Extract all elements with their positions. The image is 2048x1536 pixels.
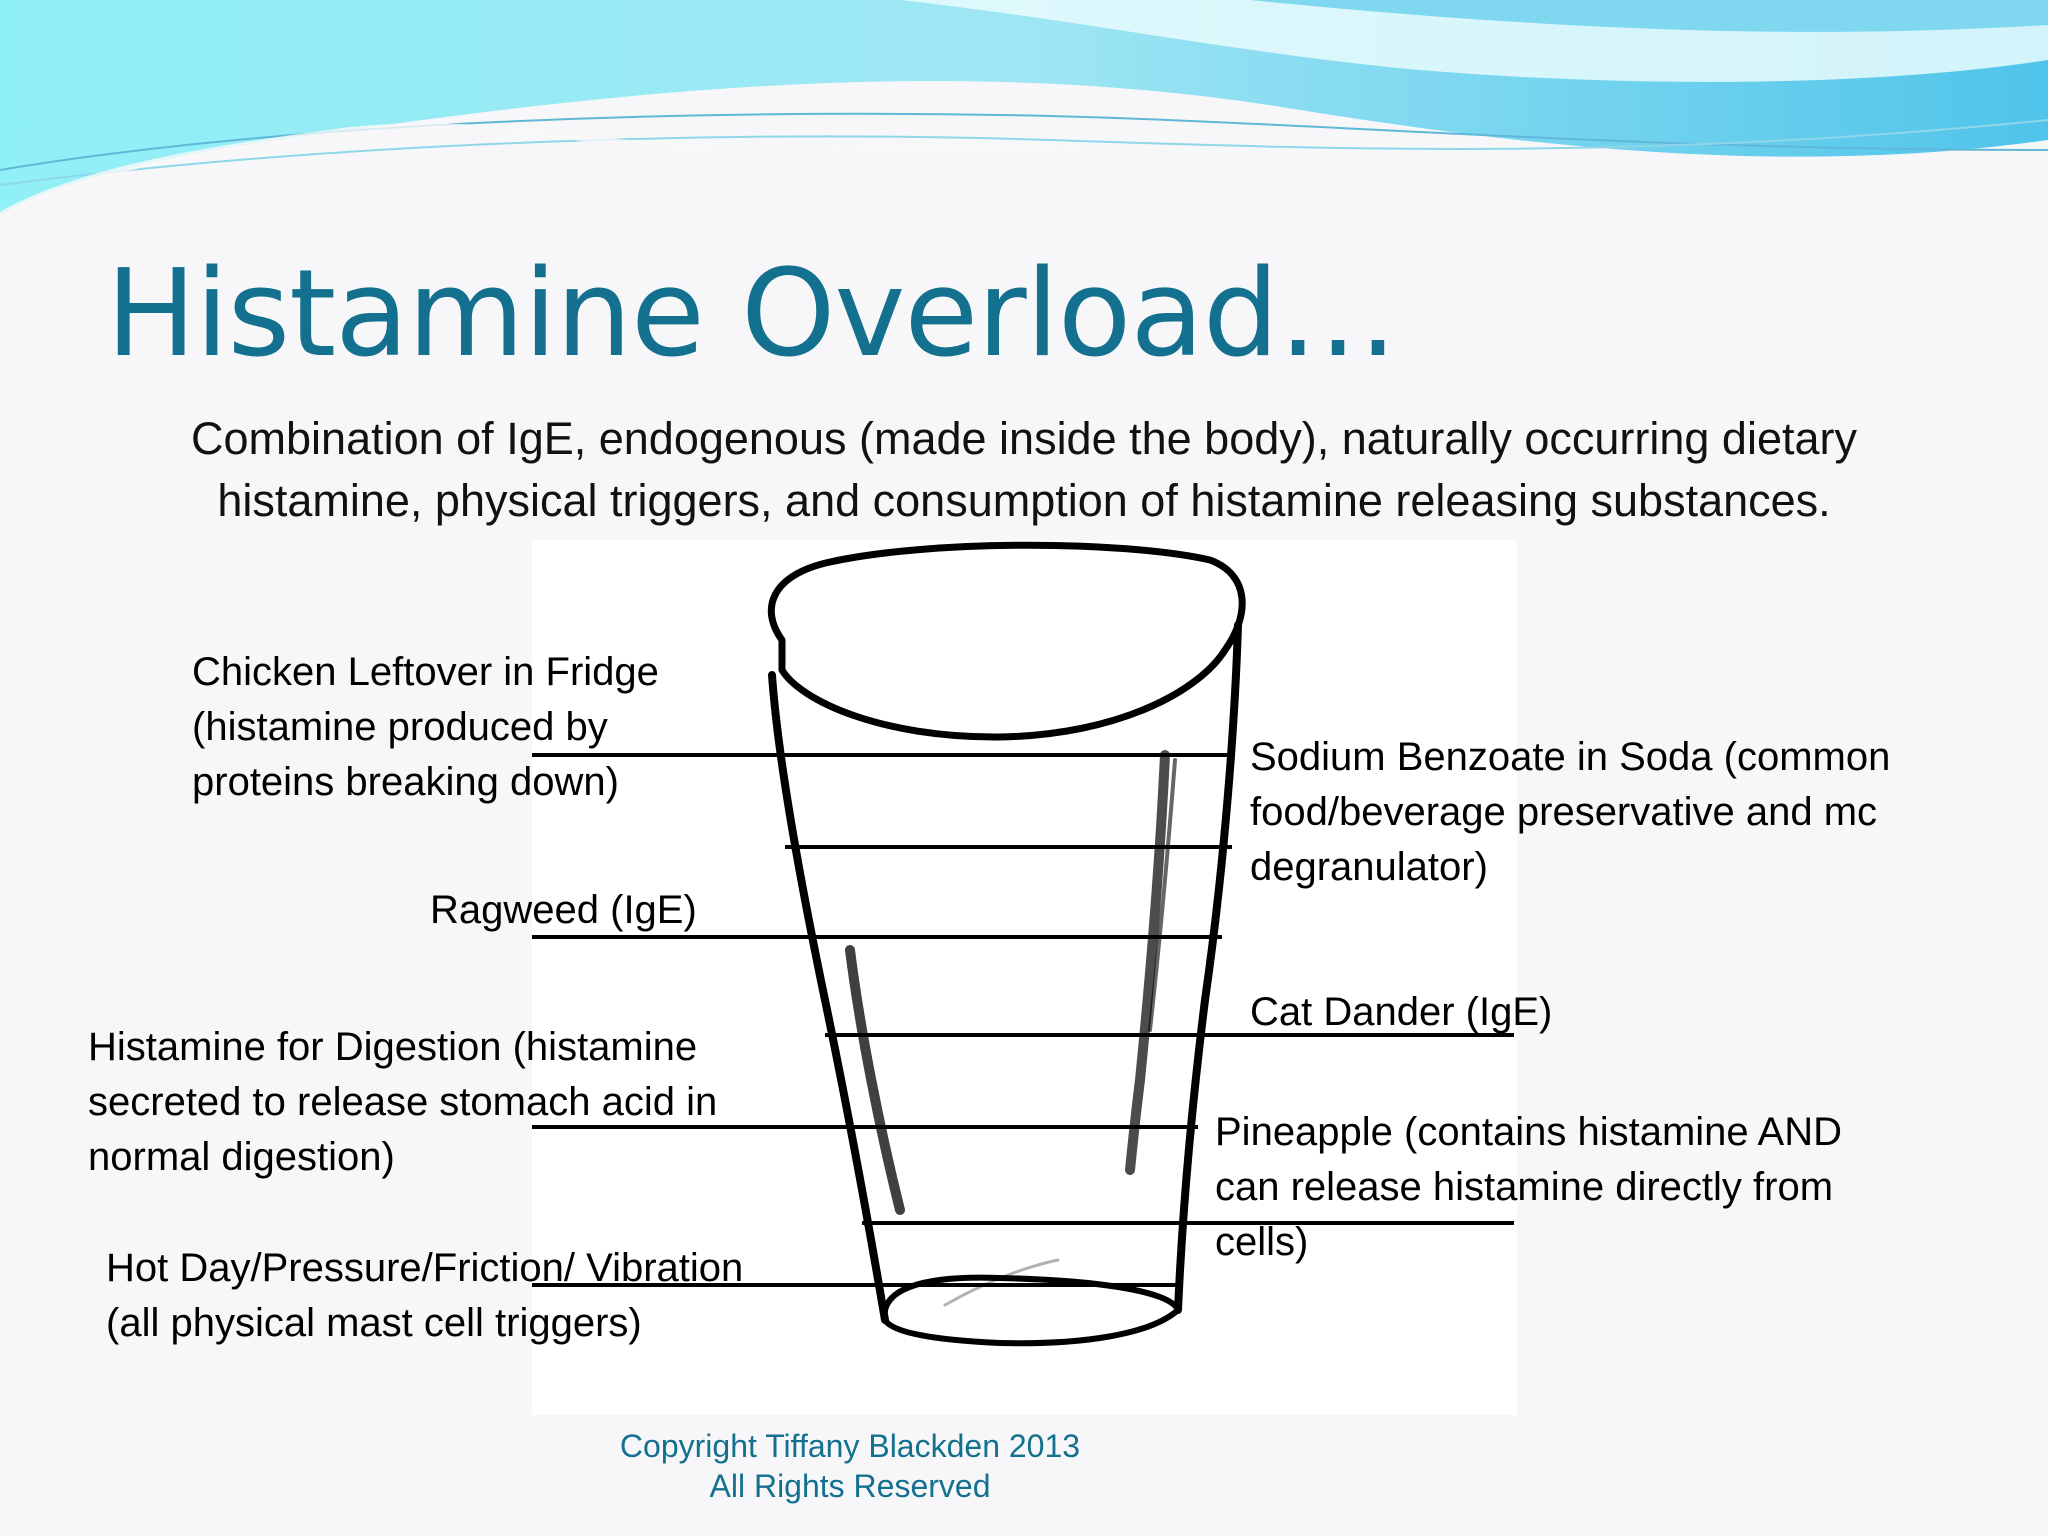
label-pineapple: Pineapple (contains histamine AND can release histamine directly from cells): [1215, 1110, 1843, 1264]
glass-bottom: [885, 1278, 1178, 1344]
copyright-line-2: All Rights Reserved: [709, 1468, 991, 1504]
label-cat-dander: Cat Dander (IgE): [1250, 990, 1553, 1034]
label-digestion: Histamine for Digestion (histamine secreted to release stomach acid in normal digestion): [88, 1025, 718, 1179]
slide-title: Histamine Overload…: [106, 245, 1398, 384]
glass-rim: [771, 545, 1242, 737]
label-hot-day: Hot Day/Pressure/Friction/ Vibration (all physical mast cell triggers): [106, 1246, 744, 1345]
label-ragweed: Ragweed (IgE): [430, 888, 697, 932]
label-chicken: Chicken Leftover in Fridge (histamine produced by proteins breaking down): [192, 650, 659, 804]
label-sodium-benzoate: Sodium Benzoate in Soda (common food/beverage preservative and mc degranulator): [1250, 735, 1891, 889]
copyright-line-1: Copyright Tiffany Blackden 2013: [619, 1428, 1081, 1464]
subtitle-line-2: histamine, physical triggers, and consumption of histamine releasing substances.: [217, 475, 1831, 526]
copyright: [560, 1426, 1140, 1506]
subtitle-line-1: Combination of IgE, endogenous (made inside the body), naturally occurring dietary: [191, 413, 1857, 464]
